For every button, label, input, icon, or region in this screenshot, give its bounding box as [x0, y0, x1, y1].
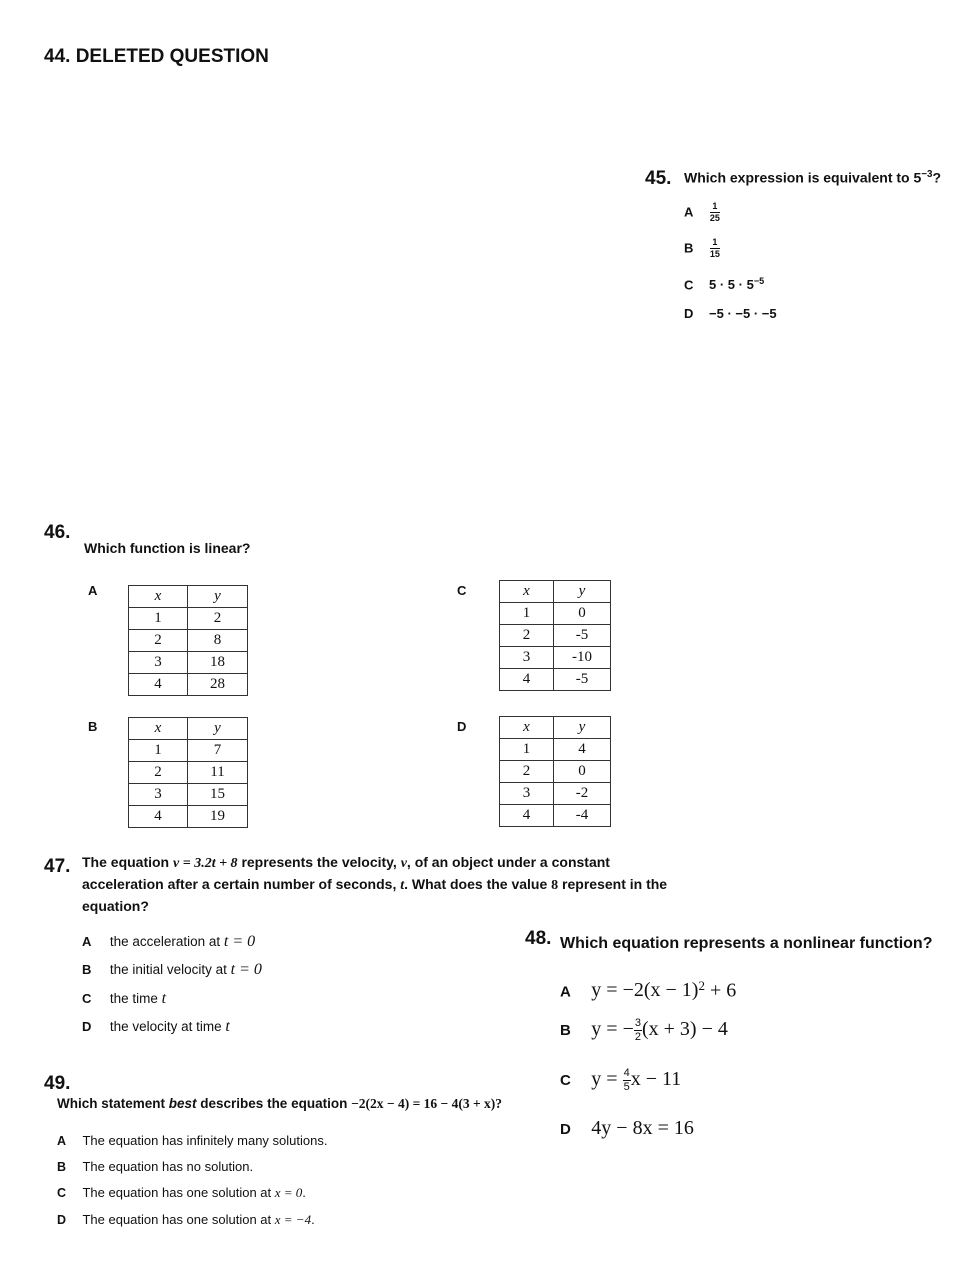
- option-letter: B: [684, 240, 694, 256]
- option-letter: C: [57, 1186, 67, 1200]
- cell: 4: [129, 674, 188, 696]
- option-letter: A: [57, 1134, 67, 1148]
- option-letter: C: [560, 1072, 571, 1089]
- cell: 11: [188, 762, 248, 784]
- q49-number: 49.: [44, 1073, 71, 1094]
- option-letter: A: [560, 983, 571, 1001]
- numerator: 4: [623, 1067, 630, 1080]
- cell: -2: [554, 783, 611, 805]
- cell: 3: [500, 783, 554, 805]
- stem-equation: v = 3.2t + 8: [173, 856, 238, 871]
- q46-number: 46.: [44, 522, 71, 543]
- option-letter: D: [560, 1121, 571, 1138]
- numerator: 3: [634, 1017, 641, 1030]
- cell: 15: [188, 784, 248, 806]
- cell: 2: [129, 630, 188, 652]
- q48-option-c[interactable]: [560, 1068, 681, 1093]
- stem-equation: −2(2x − 4) = 16 − 4(3 + x)?: [351, 1096, 503, 1111]
- option-text: The equation has no solution.: [82, 1159, 254, 1174]
- stem-text: The equation: [82, 854, 173, 870]
- q45-stem-text: Which expression is equivalent to 5: [684, 169, 922, 186]
- q46-table-b[interactable]: [128, 717, 248, 828]
- option-text: the initial velocity at: [109, 962, 231, 977]
- q46-letter-a: A: [88, 583, 98, 598]
- cell: 1: [500, 603, 554, 625]
- q47-stem-line1: [82, 852, 702, 874]
- q46-letter-d: D: [457, 719, 467, 734]
- table-row: [500, 761, 611, 783]
- option-equation: y =: [591, 1068, 623, 1090]
- denominator: 2: [634, 1031, 641, 1044]
- q46-letter-b: B: [88, 719, 98, 734]
- q45-option-c[interactable]: [684, 276, 764, 292]
- option-math: x = 0: [274, 1185, 303, 1200]
- cell: 0: [554, 603, 611, 625]
- table-header-row: [500, 581, 611, 603]
- denominator: 5: [623, 1081, 630, 1094]
- fraction: [634, 1018, 642, 1043]
- cell: -5: [554, 669, 611, 691]
- option-letter: C: [684, 277, 694, 293]
- q45-option-a[interactable]: [684, 202, 720, 223]
- table-row: [500, 625, 611, 647]
- table-row: [129, 674, 248, 696]
- q45-stem: [684, 165, 941, 188]
- q49-option-b[interactable]: [57, 1158, 253, 1176]
- option-text: The equation has one solution at: [82, 1185, 275, 1200]
- q45-number: 45.: [645, 168, 672, 189]
- cell: 7: [188, 740, 248, 762]
- option-text: the acceleration at: [109, 934, 224, 949]
- table-row: [500, 805, 611, 827]
- cell: 1: [129, 740, 188, 762]
- option-text: 5 · 5 · 5: [709, 277, 754, 293]
- table-row: [129, 608, 248, 630]
- numerator: 1: [710, 202, 720, 213]
- option-letter: D: [57, 1213, 67, 1227]
- cell: 8: [188, 630, 248, 652]
- table-header-row: [500, 717, 611, 739]
- option-letter: D: [684, 306, 694, 321]
- q48-number: 48.: [525, 928, 552, 949]
- denominator: 15: [709, 249, 720, 259]
- cell: 2: [188, 608, 248, 630]
- cell: 4: [500, 669, 554, 691]
- option-letter: B: [57, 1160, 67, 1174]
- table-row: [500, 603, 611, 625]
- option-equation-tail: (x + 3) − 4: [641, 1018, 728, 1040]
- option-math: x = −4: [274, 1212, 312, 1227]
- option-letter: D: [82, 1019, 92, 1034]
- q47-number: 47.: [44, 856, 71, 877]
- cell: -10: [554, 647, 611, 669]
- option-text: The equation has infinitely many solutions.: [82, 1133, 328, 1148]
- header-y: y: [188, 718, 248, 740]
- option-letter: B: [560, 1022, 571, 1039]
- q46-stem: Which function is linear?: [84, 540, 251, 556]
- q45-stem-exponent: −3: [921, 169, 933, 180]
- stem-emphasis: best: [168, 1096, 197, 1111]
- stem-text: represents the velocity,: [237, 854, 401, 870]
- fraction: [710, 238, 720, 259]
- q44-title: 44. DELETED QUESTION: [44, 46, 269, 67]
- stem-text: represent in the: [558, 876, 668, 892]
- fraction: [623, 1068, 631, 1093]
- cell: 0: [554, 761, 611, 783]
- q46-table-d[interactable]: [499, 716, 611, 827]
- header-x: x: [500, 717, 554, 739]
- table-header-row: [129, 586, 248, 608]
- stem-text: describes the equation: [196, 1096, 352, 1111]
- cell: 2: [500, 625, 554, 647]
- header-y: y: [554, 581, 611, 603]
- stem-text: Which statement: [57, 1096, 169, 1111]
- cell: 3: [129, 784, 188, 806]
- table-row: [500, 669, 611, 691]
- header-x: x: [500, 581, 554, 603]
- cell: 28: [188, 674, 248, 696]
- table-row: [129, 806, 248, 828]
- option-exponent: 2: [698, 978, 705, 993]
- q49-option-c[interactable]: [57, 1184, 306, 1202]
- header-x: x: [129, 586, 188, 608]
- q49-option-a[interactable]: [57, 1132, 327, 1150]
- q47-stem: [82, 852, 702, 916]
- table-row: [129, 740, 248, 762]
- q48-option-d[interactable]: [560, 1117, 694, 1140]
- option-math: t: [161, 990, 167, 1007]
- cell: 1: [129, 608, 188, 630]
- option-equation: y = −2(x − 1): [591, 979, 699, 1002]
- cell: 4: [554, 739, 611, 761]
- denominator: 25: [709, 213, 720, 223]
- option-letter: C: [82, 991, 92, 1006]
- header-y: y: [188, 586, 248, 608]
- q47-stem-line3: equation?: [82, 898, 149, 914]
- stem-number: 8: [551, 878, 559, 893]
- option-text: the time: [109, 991, 162, 1006]
- cell: 2: [129, 762, 188, 784]
- cell: 18: [188, 652, 248, 674]
- stem-variable: t: [400, 878, 405, 893]
- cell: -4: [554, 805, 611, 827]
- q48-option-a[interactable]: [560, 978, 736, 1002]
- option-letter: A: [82, 934, 92, 949]
- fraction: [710, 202, 720, 223]
- cell: 3: [500, 647, 554, 669]
- q45-stem-end: ?: [932, 169, 942, 186]
- option-text: the velocity at time: [109, 1019, 226, 1034]
- table-row: [129, 652, 248, 674]
- header-x: x: [129, 718, 188, 740]
- q45-option-b[interactable]: [684, 238, 720, 259]
- option-text: −5 · −5 · −5: [709, 306, 777, 321]
- option-math: t: [225, 1018, 230, 1035]
- q49-stem: [57, 1094, 502, 1114]
- cell: 1: [500, 739, 554, 761]
- q49-option-d[interactable]: [57, 1211, 315, 1229]
- option-equation: 4y − 8x = 16: [591, 1117, 694, 1139]
- table-row: [129, 784, 248, 806]
- option-equation: y = −: [591, 1018, 634, 1040]
- table-row: [129, 762, 248, 784]
- option-text: The equation has one solution at: [82, 1212, 275, 1227]
- stem-text: , of an object under a constant: [406, 854, 610, 870]
- q46-table-a[interactable]: [128, 585, 248, 696]
- table-row: [500, 647, 611, 669]
- q45-option-d[interactable]: [684, 306, 777, 321]
- stem-text: acceleration after a certain number of seconds,: [82, 876, 401, 892]
- cell: 4: [129, 806, 188, 828]
- numerator: 1: [710, 238, 720, 249]
- q46-letter-c: C: [457, 583, 467, 598]
- option-math: t = 0: [230, 961, 262, 978]
- cell: 3: [129, 652, 188, 674]
- cell: 19: [188, 806, 248, 828]
- cell: -5: [554, 625, 611, 647]
- option-equation-tail: x − 11: [630, 1068, 682, 1090]
- option-math: t = 0: [223, 933, 256, 950]
- table-row: [500, 783, 611, 805]
- table-row: [500, 739, 611, 761]
- stem-variable: v: [400, 856, 407, 871]
- q48-option-b[interactable]: [560, 1018, 728, 1043]
- stem-text: . What does the value: [404, 876, 552, 892]
- q48-stem: Which equation represents a nonlinear function?: [560, 935, 933, 952]
- q47-option-d[interactable]: [82, 1018, 230, 1036]
- option-letter: A: [684, 204, 694, 220]
- option-equation-tail: + 6: [704, 979, 737, 1002]
- cell: 2: [500, 761, 554, 783]
- option-letter: B: [82, 962, 92, 977]
- option-end: .: [302, 1185, 306, 1200]
- q46-table-c[interactable]: [499, 580, 611, 691]
- q47-option-b[interactable]: [82, 961, 262, 979]
- table-header-row: [129, 718, 248, 740]
- cell: 4: [500, 805, 554, 827]
- option-end: .: [311, 1212, 315, 1227]
- header-y: y: [554, 717, 611, 739]
- q47-stem-line2: [82, 874, 702, 896]
- table-row: [129, 630, 248, 652]
- q47-option-a[interactable]: [82, 933, 255, 951]
- q47-option-c[interactable]: [82, 990, 166, 1008]
- option-exponent: −5: [753, 276, 765, 286]
